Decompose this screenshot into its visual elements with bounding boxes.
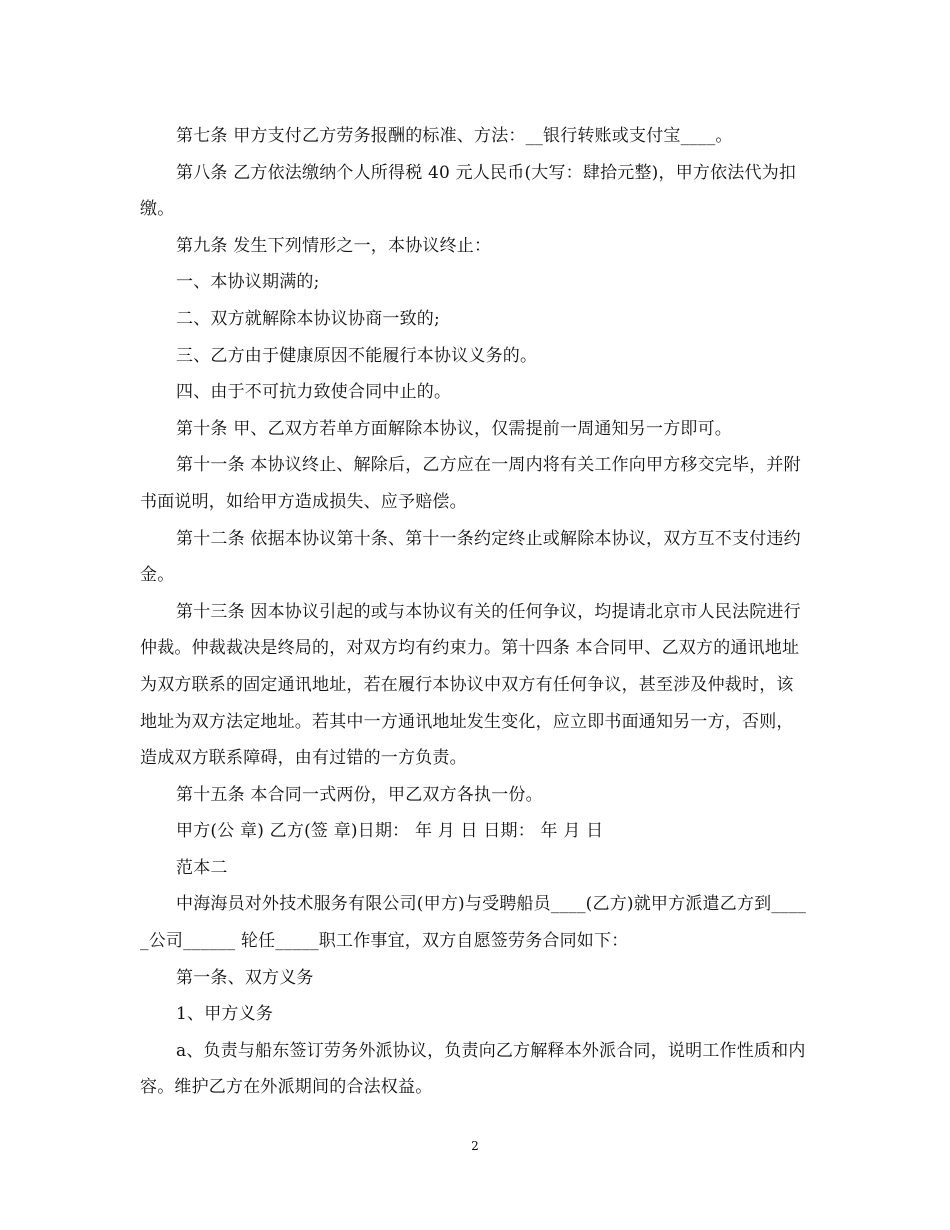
paragraph-template-2-heading: 范本二: [176, 857, 228, 878]
paragraph-item-1: 一、本协议期满的;: [176, 272, 320, 293]
paragraph-article-7: 第七条 甲方支付乙方劳务报酬的标准、方法：__银行转账或支付宝____。: [176, 126, 733, 146]
page-number: 2: [471, 1139, 479, 1153]
paragraph-signature-line: 甲方(公 章) 乙方(签 章)日期： 年 月 日 日期： 年 月 日: [176, 821, 604, 842]
paragraph-article-13-14: 第十三条 因本协议引起的或与本协议有关的任何争议，均提请北京市人民法院进行仲裁。仲裁裁决是终局的，对双方均有约束力。第十四条 本合同甲、乙双方的通讯地址为双方联系的固定通讯地址，若在履行本协议中双方有任何争议，甚至涉及仲裁时，该地址为双方法定地址。若其中一方通讯地址发生变化，应立即书面通知另一方，否则，造成双方联系障碍，由有过错的一方负责。: [140, 601, 801, 769]
paragraph-duty-a: a、负责与船东签订劳务外派协议，负责向乙方解释本外派合同，说明工作性质和内容。维护乙方在外派期间的合法权益。: [140, 1040, 806, 1098]
paragraph-article-12: 第十二条 依据本协议第十条、第十一条约定终止或解除本协议，双方互不支付违约金。: [140, 528, 801, 586]
paragraph-section-1-title: 第一条、双方义务: [176, 967, 314, 988]
paragraph-template-2-intro: 中海海员对外技术服务有限公司(甲方)与受聘船员____(乙方)就甲方派遣乙方到_____公司______ 轮任_____职工作事宜，双方自愿签劳务合同如下：: [140, 894, 807, 952]
paragraph-article-9: 第九条 发生下列情形之一，本协议终止：: [176, 235, 492, 256]
paragraph-item-4: 四、由于不可抗力致使合同中止的。: [176, 382, 452, 403]
paragraph-article-15: 第十五条 本合同一式两份，甲乙双方各执一份。: [176, 784, 543, 805]
paragraph-article-11: 第十一条 本协议终止、解除后，乙方应在一周内将有关工作向甲方移交完毕，并附书面说明，如给甲方造成损失、应予赔偿。: [140, 455, 801, 512]
paragraph-article-10: 第十条 甲、乙双方若单方面解除本协议，仅需提前一周通知另一方即可。: [176, 418, 733, 439]
paragraph-item-2: 二、双方就解除本协议协商一致的;: [176, 308, 440, 329]
paragraph-item-3: 三、乙方由于健康原因不能履行本协议义务的。: [176, 345, 538, 366]
document-body: [140, 118, 810, 1106]
paragraph-party-a-duties: 1、甲方义务: [176, 1004, 274, 1025]
paragraph-article-8: 第八条 乙方依法缴纳个人所得税 40 元人民币(大写：肆拾元整)，甲方依法代为扣缴。: [140, 162, 797, 220]
